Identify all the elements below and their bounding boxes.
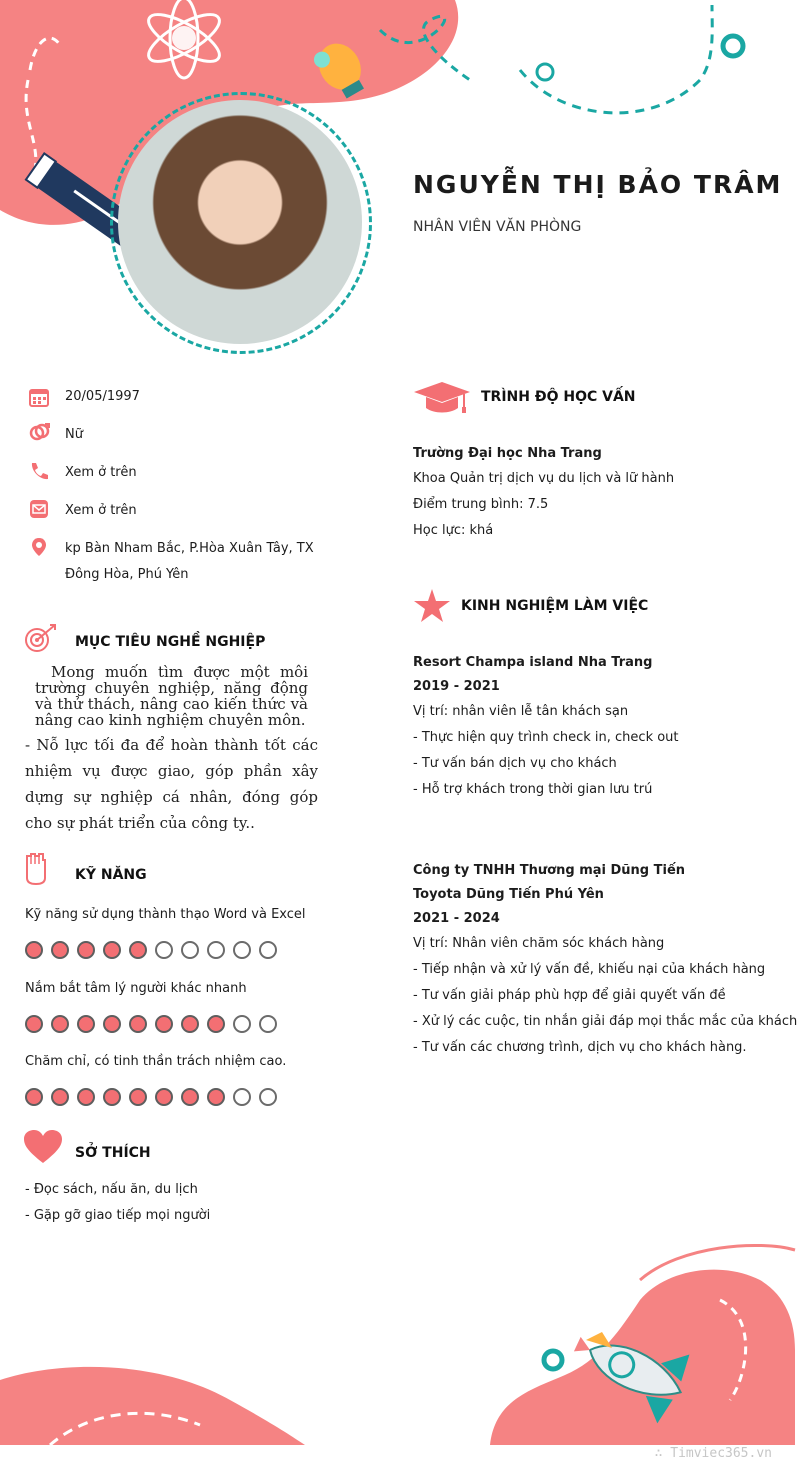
rating-dot-filled: [181, 1015, 199, 1033]
rating-dot-empty: [233, 1088, 251, 1106]
skill-label-2: Nắm bắt tâm lý người khác nhanh: [25, 981, 247, 996]
rating-dot-empty: [233, 1015, 251, 1033]
rating-dot-filled: [181, 1088, 199, 1106]
job1-company: Resort Champa island Nha Trang: [413, 655, 653, 670]
skill-rating-3: [25, 1088, 277, 1110]
rating-dot-filled: [51, 1015, 69, 1033]
rating-dot-filled: [155, 1015, 173, 1033]
rating-dot-filled: [51, 1088, 69, 1106]
rating-dot-filled: [129, 1015, 147, 1033]
phone-icon: [28, 460, 50, 482]
skill-label-1: Kỹ năng sử dụng thành thạo Word và Excel: [25, 907, 306, 922]
school-name: Trường Đại học Nha Trang: [413, 446, 602, 461]
objective-paragraph-1: Mong muốn tìm được một môi trường chuyên nghiệp, năng động và thử thách, nâng cao kiến thức và nâng cao kinh nghiệm chuyên môn.: [35, 663, 308, 729]
star-icon: [414, 589, 450, 623]
job1-position: Vị trí: nhân viên lễ tân khách sạn: [413, 704, 629, 719]
hobby-item-2: - Gặp gỡ giao tiếp mọi người: [25, 1208, 211, 1223]
rating-dot-filled: [103, 941, 121, 959]
graduation-cap-icon: [414, 380, 470, 416]
skills-heading: KỸ NĂNG: [75, 867, 147, 883]
rating-dot-empty: [259, 1088, 277, 1106]
job2-task: - Tư vấn các chương trình, dịch vụ cho khách hàng.: [413, 1040, 747, 1055]
rating-dot-filled: [155, 1088, 173, 1106]
job1-task: - Tư vấn bán dịch vụ cho khách: [413, 756, 617, 771]
academic-rank: Học lực: khá: [413, 523, 494, 538]
rating-dot-filled: [51, 941, 69, 959]
rating-dot-filled: [77, 1015, 95, 1033]
rating-dot-filled: [207, 1015, 225, 1033]
rating-dot-filled: [207, 1088, 225, 1106]
photo-dashed-ring: [110, 92, 372, 354]
bottom-decoration: [0, 1240, 800, 1470]
job2-company-line2: Toyota Dũng Tiến Phú Yên: [413, 887, 604, 902]
email-text: Xem ở trên: [65, 503, 137, 518]
gpa-text: Điểm trung bình: 7.5: [413, 497, 549, 512]
hobbies-heading: SỞ THÍCH: [75, 1145, 151, 1161]
rating-dot-empty: [155, 941, 173, 959]
job2-task: - Tư vấn giải pháp phù hợp để giải quyết vấn đề: [413, 988, 726, 1003]
calendar-icon: [28, 386, 50, 408]
job2-period: 2021 - 2024: [413, 911, 500, 926]
hobby-item-1: - Đọc sách, nấu ăn, du lịch: [25, 1182, 198, 1197]
birthday-text: 20/05/1997: [65, 389, 140, 404]
rating-dot-filled: [77, 1088, 95, 1106]
gender-icon: [28, 422, 50, 444]
job2-task: - Tiếp nhận và xử lý vấn đề, khiếu nại của khách hàng: [413, 962, 766, 977]
rating-dot-empty: [259, 1015, 277, 1033]
job2-company-line1: Công ty TNHH Thương mại Dũng Tiến: [413, 863, 686, 878]
job2-task: - Xử lý các cuộc, tin nhắn giải đáp mọi thắc mắc của khách: [413, 1014, 798, 1029]
objective-paragraph-2: - Nỗ lực tối đa để hoàn thành tốt các nhiệm vụ được giao, góp phần xây dựng sự nghiệp cá nhân, đóng góp cho sự phát triển của công ty..: [25, 736, 318, 832]
location-pin-icon: [28, 536, 50, 558]
rating-dot-filled: [25, 1015, 43, 1033]
rating-dot-filled: [129, 1088, 147, 1106]
fist-icon: [24, 852, 48, 886]
rating-dot-filled: [129, 941, 147, 959]
profile-photo: [110, 92, 372, 354]
target-icon: [24, 622, 58, 654]
job2-position: Vị trí: Nhân viên chăm sóc khách hàng: [413, 936, 665, 951]
phone-text: Xem ở trên: [65, 465, 137, 480]
rating-dot-empty: [207, 941, 225, 959]
objective-heading: MỤC TIÊU NGHỀ NGHIỆP: [75, 634, 266, 650]
job1-period: 2019 - 2021: [413, 679, 500, 694]
job1-task: - Thực hiện quy trình check in, check out: [413, 730, 679, 745]
gender-text: Nữ: [65, 427, 83, 442]
skill-rating-2: [25, 1015, 277, 1037]
address-line-2: Đông Hòa, Phú Yên: [65, 567, 189, 582]
rating-dot-empty: [181, 941, 199, 959]
rating-dot-empty: [259, 941, 277, 959]
rating-dot-filled: [77, 941, 95, 959]
rating-dot-empty: [233, 941, 251, 959]
email-icon: [28, 498, 50, 520]
rating-dot-filled: [103, 1088, 121, 1106]
skill-rating-1: [25, 941, 277, 963]
rating-dot-filled: [25, 1088, 43, 1106]
skill-label-3: Chăm chỉ, có tinh thần trách nhiệm cao.: [25, 1054, 287, 1069]
job-title: NHÂN VIÊN VĂN PHÒNG: [413, 219, 582, 235]
address-line-1: kp Bàn Nham Bắc, P.Hòa Xuân Tây, TX: [65, 541, 314, 556]
rating-dot-filled: [103, 1015, 121, 1033]
candidate-name: NGUYỄN THỊ BẢO TRÂM: [413, 170, 783, 199]
education-heading: TRÌNH ĐỘ HỌC VẤN: [481, 389, 636, 405]
rating-dot-filled: [25, 941, 43, 959]
heart-icon: [24, 1130, 62, 1164]
experience-heading: KINH NGHIỆM LÀM VIỆC: [461, 598, 649, 614]
watermark: ∴ Timviec365.vn: [654, 1446, 772, 1461]
faculty-name: Khoa Quản trị dịch vụ du lịch và lữ hành: [413, 471, 675, 486]
objective-text: [25, 664, 318, 836]
job1-task: - Hỗ trợ khách trong thời gian lưu trú: [413, 782, 653, 797]
